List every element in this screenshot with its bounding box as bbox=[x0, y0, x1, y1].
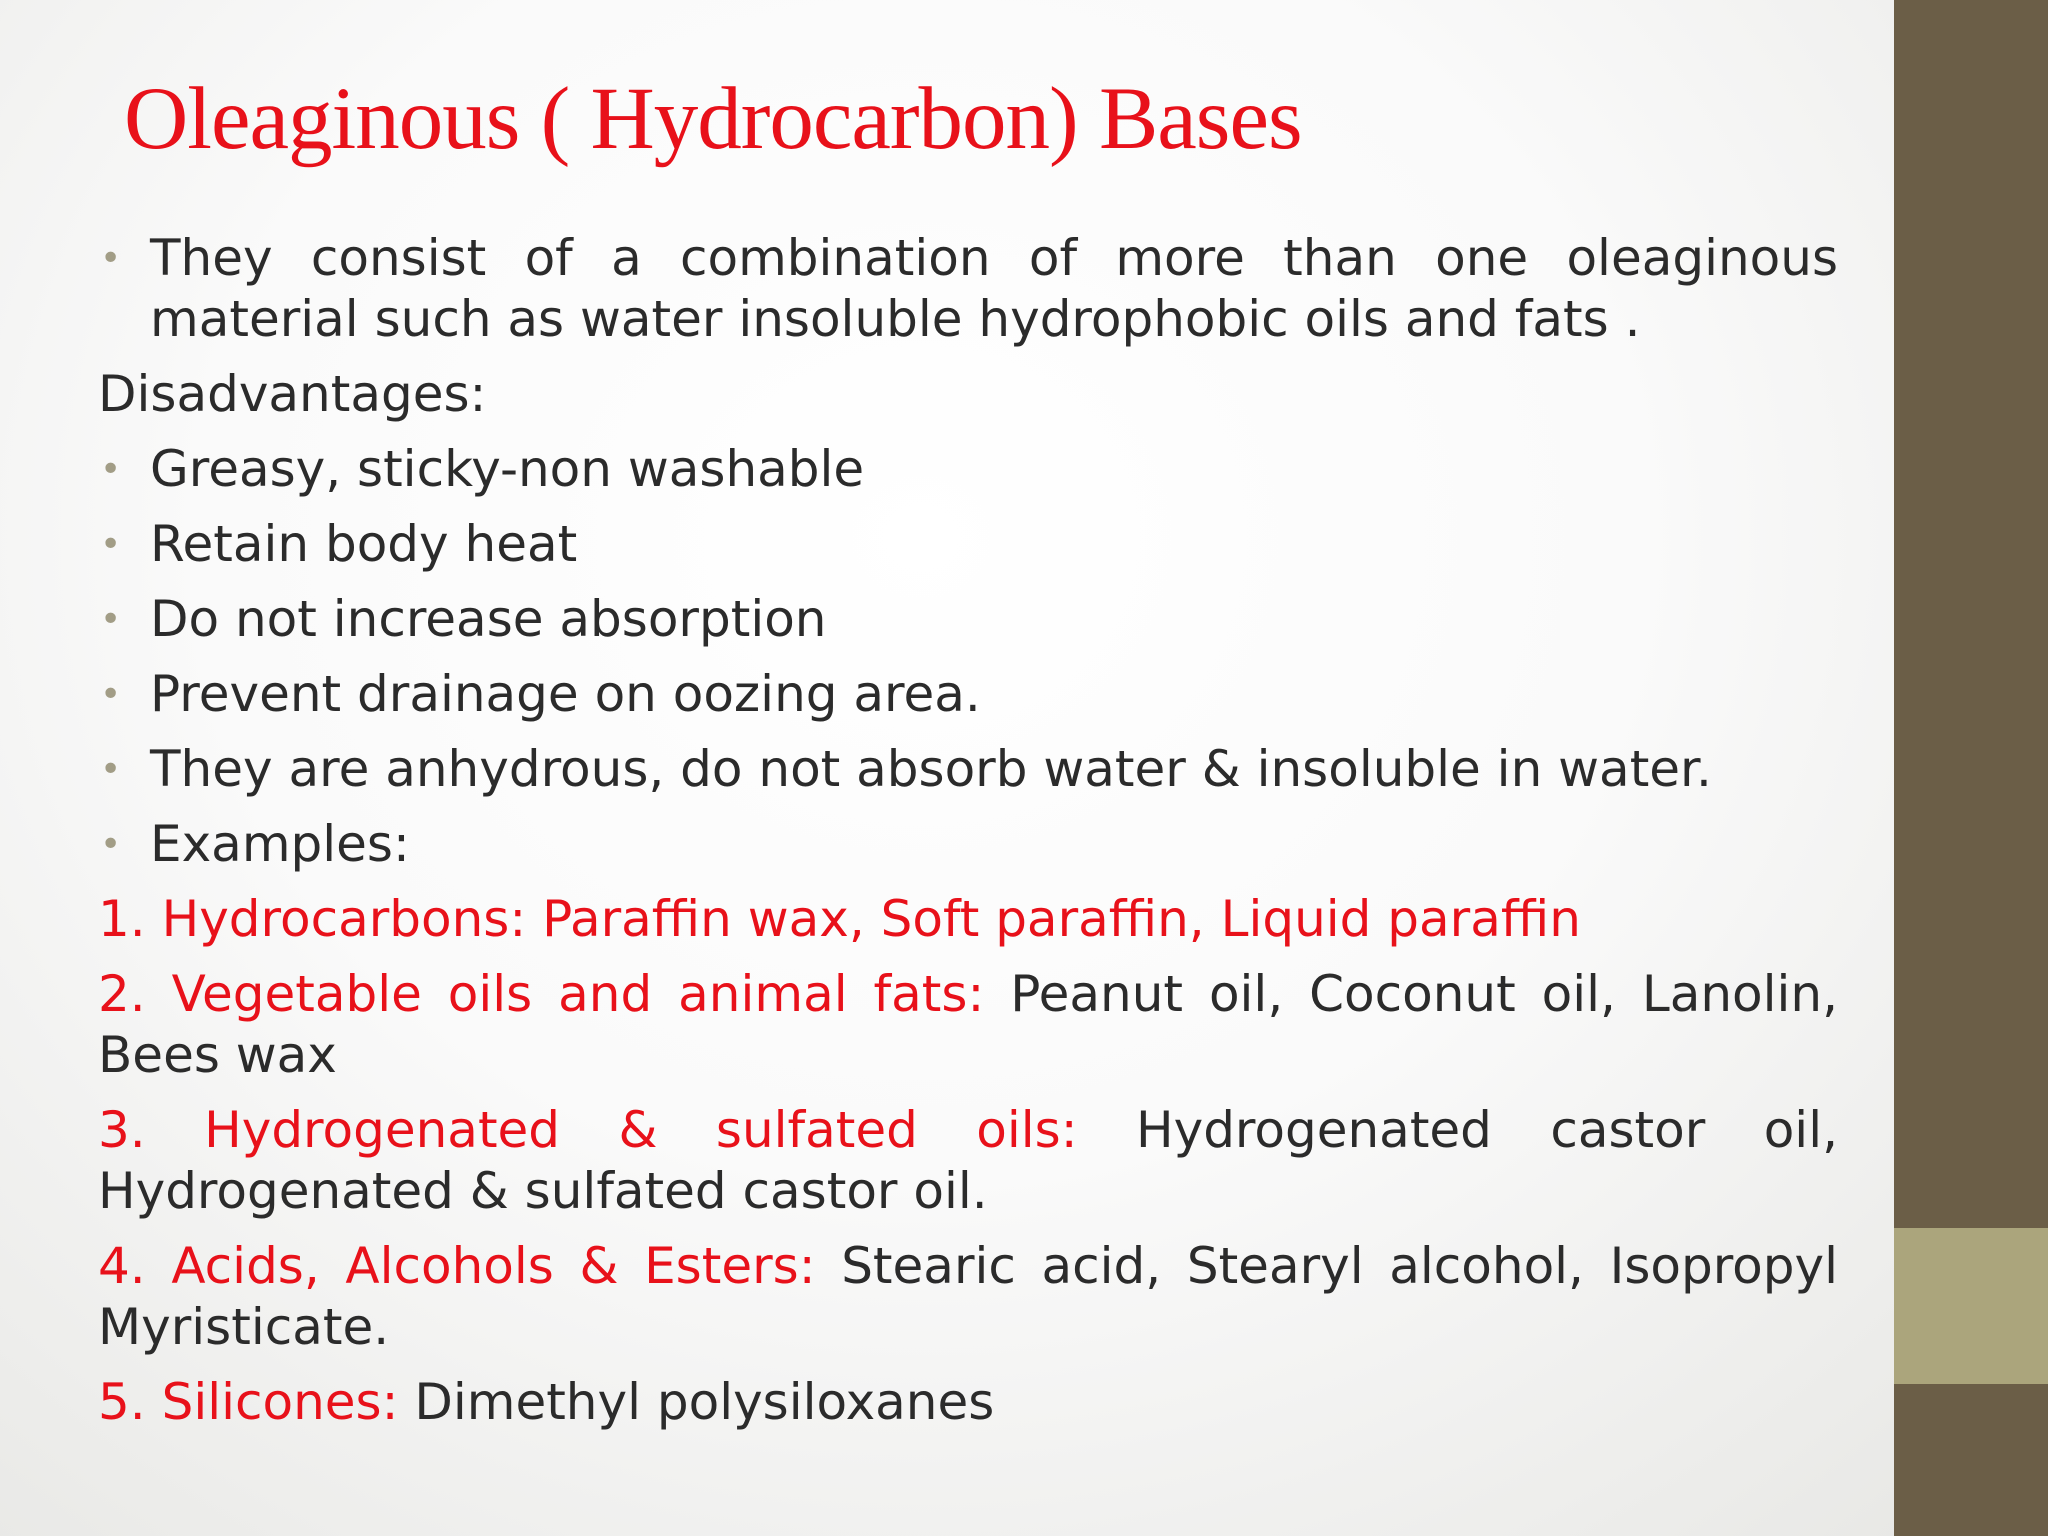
list-item-text: Do not increase absorption bbox=[150, 590, 827, 648]
intro-text: They consist of a combination of more than one oleaginous material such as water insoluble hydrophobic oils and fats . bbox=[150, 229, 1838, 348]
bullet-dot: • bbox=[100, 824, 122, 865]
bullet-dot: • bbox=[100, 749, 122, 790]
example-label: 4. Acids, Alcohols & Esters: bbox=[98, 1237, 816, 1295]
example-item bbox=[98, 1372, 1838, 1433]
disadvantages-heading: Disadvantages: bbox=[98, 365, 487, 423]
bullet-dot: • bbox=[100, 674, 122, 715]
bullet-dot: • bbox=[100, 599, 122, 640]
example-text: Stearic acid, Stearyl alcohol, Isopropyl Myristicate. bbox=[98, 1237, 1838, 1356]
list-item-text: Greasy, sticky-non washable bbox=[150, 440, 865, 498]
bullet-dot: • bbox=[100, 524, 122, 565]
example-label: 2. Vegetable oils and animal fats: bbox=[98, 965, 985, 1023]
example-item bbox=[98, 964, 1838, 1086]
side-bar-accent bbox=[1894, 1228, 2048, 1384]
slide-title: Oleaginous ( Hydrocarbon) Bases bbox=[124, 70, 1302, 168]
list-item bbox=[98, 739, 1838, 800]
list-item bbox=[98, 514, 1838, 575]
example-label: 3. Hydrogenated & sulfated oils: bbox=[98, 1101, 1078, 1159]
example-item bbox=[98, 889, 1838, 950]
example-label: 5. Silicones: bbox=[98, 1373, 399, 1431]
list-item-text: They are anhydrous, do not absorb water & insoluble in water. bbox=[150, 740, 1712, 798]
list-item-text: Prevent drainage on oozing area. bbox=[150, 665, 981, 723]
slide-content bbox=[98, 228, 1838, 1447]
list-item-text: Examples: bbox=[150, 815, 410, 873]
example-item bbox=[98, 1236, 1838, 1358]
bullet-dot: • bbox=[100, 449, 122, 490]
example-text: Hydrogenated castor oil, Hydrogenated & sulfated castor oil. bbox=[98, 1101, 1838, 1220]
bullet-dot: • bbox=[100, 238, 122, 279]
list-item bbox=[98, 814, 1838, 875]
example-label: 1. Hydrocarbons: Paraffin wax, Soft paraffin, Liquid paraffin bbox=[98, 890, 1581, 948]
example-item bbox=[98, 1100, 1838, 1222]
list-item-text: Retain body heat bbox=[150, 515, 578, 573]
intro-bullet bbox=[98, 228, 1838, 350]
list-item bbox=[98, 439, 1838, 500]
list-item bbox=[98, 664, 1838, 725]
list-item bbox=[98, 589, 1838, 650]
example-text: Peanut oil, Coconut oil, Lanolin, Bees wax bbox=[98, 965, 1838, 1084]
example-text: Dimethyl polysiloxanes bbox=[398, 1373, 995, 1431]
